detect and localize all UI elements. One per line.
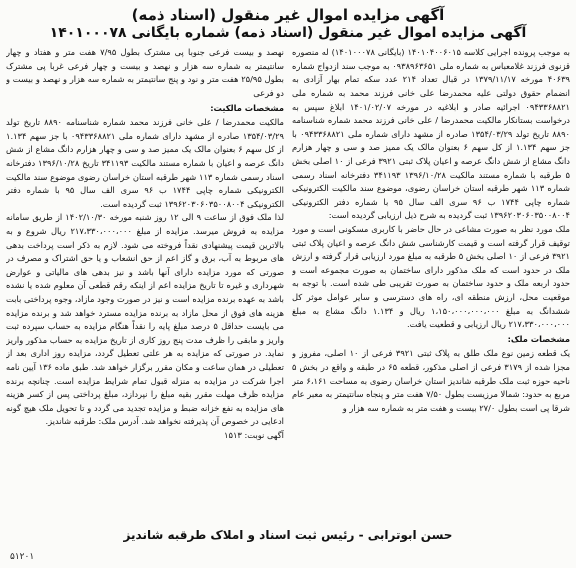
ownership-paragraph: مالکیت محمدرضا / علی خانی فرزند محمد شماره شناسنامه ۸۸۹۰ تاریخ تولد ۱۳۵۴/۰۳/۲۹ صادره از مشهد دارای شماره ملی ۰۹۴۳۳۶۸۸۲۱ با جز سهم ۱.۱۳۴ از کل سهم ۶ بعنوان مالک یک ممیز صد و سی و چهار هزارم دانگ مشاع از شش دانگ عرصه و اعیان با شماره مستند مالکیت ۳۴۱۱۹۳ تاریخ ۱۳۹۶/۱۰/۲۸ دفترخانه اسناد رسمی شماره ۱۱۳ شهر طرقبه استان خراسان رضوی موضوع سند مالکیت الکترونیکی شماره چاپی ۱۷۴۴ ب ۹۶ سری الف سال ۹۵ با شماره دفتر الکترونیکی ۱۳۹۶۲۰۳۰۶۰۳۵۰۰۸۰۰۴ ثبت گردیده است. <box>6 117 284 209</box>
notice-body <box>6 46 570 524</box>
boundaries-paragraph: نهصد و بیست فرعی جنوبا پی مشترک بطول ۷/۹۵ هفت متر و هفتاد و چهار سانتیمتر به شماره سه هزار و نهصد و بیست و چهار فرعی غربا پی مشترک بطول ۲۵/۹۵ هفت متر و نود و پنج سانتیمتر به شماره سه هزار و نهصد و بیست و دو فرعی <box>6 47 284 99</box>
case-paragraph: به موجب پرونده اجرایی کلاسه ۱۴۰۱۰۴۰۰۶۰۱۵ (بایگانی ۱۴۰۱۰۰۰۷۸) له منصوره قزنوی فرزند غلامعباس به شماره ملی ۰۹۳۸۹۶۳۶۵۱ به موجب سند ازدواج شماره ۴۰۶۳۹ مورخه ۱۳۷۹/۱۱/۱۷ در قبال تعداد ۲۱۴ عدد سکه تمام بهار آزادی به انضمام حقوق دولتی علیه محمدرضا علی خانی فرزند محمد به شماره ملی ۰۹۴۳۳۶۸۸۲۱ اجرائیه صادر و ابلاغیه در مورخه ۱۴۰۱/۰۲/۰۷ ابلاغ سپس به درخواست بستانکار مالکیت محمدرضا / علی خانی فرزند محمد شماره شناسنامه ۸۸۹۰ تاریخ تولد ۱۳۵۴/۰۳/۲۹ صادره از مشهد دارای شماره ملی ۰۹۴۳۳۶۸۸۲۱ با جز سهم ۱.۱۳۴ از کل سهم ۶ بعنوان مالک یک ممیز صد و سی و چهار هزارم دانگ مشاع از شش دانگ عرصه و اعیان پلاک ثبتی ۳۹۲۱ فرعی از ۱۰ اصلی بخش ۵ طرقبه با شماره مستند مالکیت ۱۳۹۶/۱۰/۲۸ ۳۴۱۱۹۳ دفترخانه اسناد رسمی شماره ۱۱۳ شهر طرقبه استان خراسان رضوی، موضوع سند مالکیت الکترونیکی شماره چاپی ۱۷۴۴ ب ۹۶ سری الف سال ۹۵ با شماره دفتر الکترونیکی ۱۳۹۶۲۰۳۰۶۰۳۵۰۰۸۰۰۴ ثبت گردیده به شرح ذیل ارزیابی گردیده است: <box>292 47 570 221</box>
notice-number: آگهی نوبت: ۱۵۱۳ <box>224 429 284 440</box>
left-column <box>6 46 284 524</box>
appraisal-paragraph: ملک مورد نظر به صورت مشاعی در حال حاضر با کاربری مسکونی است و مورد توقیف قرار گرفته است و قیمت کارشناسی شش دانگ عرصه و اعیان پلاک ثبتی ۳۹۲۱ فرعی از ۱۰ اصلی بخش ۵ طرقبه به مبلغ مورد ارزیابی قرار گرفته و ارزش ملک در حدود است که ملک مذکور دارای ساختمان به صورت مجموعه است و حدود اربعه ملک و حدود ساختمان به صورت تقریبی طی شده است. با توجه به موقعیت محل، ارزش منطقه ای، راه های دسترسی و سایر عوامل موثر کل ششدانگ به مبلغ ۱،۱۵۰،۰۰۰،۰۰۰،۰۰۰ ریال و ۱.۱۳۴ دانگ مشاع به مبلغ ۲۱۷،۳۳۰،۰۰۰،۰۰۰ ریال ارزیابی و قطعیت یافت. <box>292 223 570 330</box>
notice-code: ۵۱۲۰۱ <box>10 552 35 562</box>
notice-subtitle: آگهی مزایده اموال غیر منقول (اسناد ذمه) شماره بایگانی ۱۴۰۱۰۰۰۷۸ <box>49 24 527 41</box>
right-column <box>292 46 570 524</box>
property-specs-paragraph: یک قطعه زمین نوع ملک طلق به پلاک ثبتی ۳۹۲۱ فرعی از ۱۰ اصلی، مفروز و مجزا شده از ۳۱۷۹ فرعی از اصلی مذکور، قطعه ۶۵ در طبقه و واقع در بخش ۵ ناحیه حوزه ثبت ملک طرقبه شاندیز استان خراسان رضوی به مساحت ۶،۱۶۱ متر مربع به حدود: شمالا مرزیست بطول ۷/۵۰ هفت متر و پنجاه سانتیمتر به معبر عام شرقا پی است بطول ۲۷/۰ بیست و هفت متر به شماره سه هزار و <box>292 348 570 413</box>
auction-terms-paragraph: لذا ملک فوق از ساعت ۹ الی ۱۲ روز شنبه مورخه ۱۴۰۲/۱۰/۳۰ از طریق سامانه مزایده به فروش میرسد. مزایده از مبلغ ۲۱۷،۳۳۰،۰۰۰،۰۰۰ ریال شروع و به بالاترین قیمت پیشنهادی نقداً فروخته می شود. لازم به ذکر است پرداخت بدهی های مربوط به آب، برق و گاز اعم از حق انشعاب و یا حق اشتراک و مصرف در صورتی که مورد مزایده دارای آنها باشد و نیز بدهی های مالیاتی و عوارض شهرداری و غیره تا تاریخ مزایده اعم از اینکه رقم قطعی آن معلوم شده یا نشده باشد به عهده برنده مزایده است و نیز در صورت وجود مازاد، وجوه پرداختی بابت هزینه های فوق از محل مازاد به برنده مزایده مسترد خواهد شد و برنده مزایده می بایست حداقل ۵ درصد مبلغ پایه را نقداً هنگام مزایده به حساب سپرده ثبت واریز و مابقی را ظرف مدت پنج روز کاری از تاریخ مزایده به حساب مذکور واریز نماید. در صورتی که مزایده به هر علتی تعطیل گردد، مزایده روز اداری بعد از تعطیلی در همان ساعت و مکان مقرر برگزار خواهد شد. طبق ماده ۱۳۶ آیین نامه اجرا شرکت در مزایده به منزله قبول تمام شرایط مزایده است. چنانچه برنده مزایده ظرف مهلت مقرر بقیه مبلغ را نپردازد، مبلغ پرداختی پس از کسر هزینه های مزایده به نفع خزانه ضبط و مزایده تجدید می گردد و تا تحویل ملک هیچ گونه ادعایی در خصوص آن پذیرفته نخواهد شد. آدرس ملک: طرقبه شاندیز. <box>6 212 284 427</box>
notice-title: آگهی مزایده اموال غیر منقول (اسناد ذمه) <box>131 6 445 24</box>
signature-line: حسن ابوترابی - رئیس ثبت اسناد و املاک طرقبه شاندیز <box>123 528 453 542</box>
ownership-heading: مشخصات مالکیت: <box>210 102 284 113</box>
property-specs-heading: مشخصات ملک: <box>507 333 570 344</box>
